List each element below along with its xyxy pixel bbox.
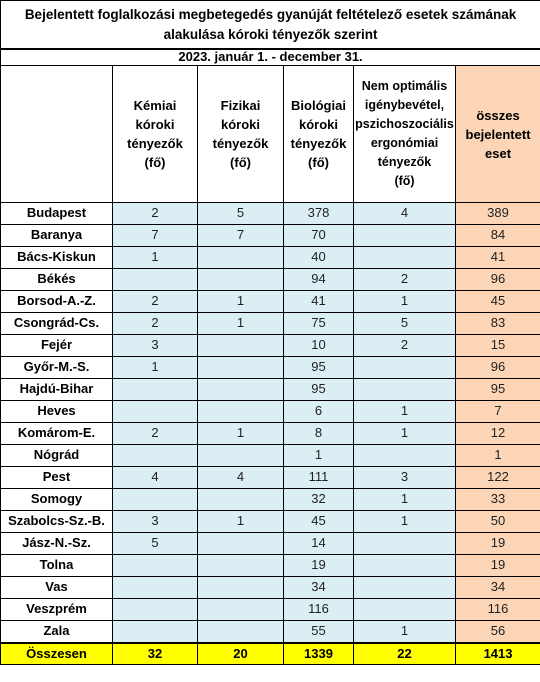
cell-psy: 4 <box>354 203 456 225</box>
cell-total: 19 <box>456 533 540 555</box>
cell-phys <box>198 555 284 577</box>
header-total-line: bejelentett <box>465 126 531 142</box>
cell-psy <box>354 225 456 247</box>
region-name: Zala <box>1 621 113 644</box>
region-name: Veszprém <box>1 599 113 621</box>
cell-psy: 3 <box>354 467 456 489</box>
cell-bio: 45 <box>284 511 354 533</box>
cell-chem <box>113 489 198 511</box>
region-name: Nógrád <box>1 445 113 467</box>
cell-phys <box>198 577 284 599</box>
table-row <box>1 621 540 644</box>
table-row <box>1 467 540 489</box>
region-name: Baranya <box>1 225 113 247</box>
region-name: Szabolcs-Sz.-B. <box>1 511 113 533</box>
table-row <box>1 269 540 291</box>
cell-psy <box>354 555 456 577</box>
cell-psy <box>354 247 456 269</box>
period-label: 2023. január 1. - december 31. <box>1 49 540 66</box>
region-name: Heves <box>1 401 113 423</box>
cell-bio: 34 <box>284 577 354 599</box>
cell-chem <box>113 599 198 621</box>
table-row <box>1 445 540 467</box>
cell-psy: 1 <box>354 511 456 533</box>
cell-chem <box>113 379 198 401</box>
cell-chem: 2 <box>113 203 198 225</box>
region-name: Győr-M.-S. <box>1 357 113 379</box>
sum-psy: 22 <box>354 643 456 665</box>
cell-phys <box>198 445 284 467</box>
cell-bio: 378 <box>284 203 354 225</box>
header-chem-line: Kémiai <box>133 98 177 113</box>
cell-phys: 7 <box>198 225 284 247</box>
region-name: Tolna <box>1 555 113 577</box>
header-psy-line: igénybevétel, <box>364 98 445 112</box>
cell-chem: 2 <box>113 313 198 335</box>
cell-bio: 14 <box>284 533 354 555</box>
cell-phys <box>198 599 284 621</box>
cell-bio: 94 <box>284 269 354 291</box>
cell-total: 56 <box>456 621 540 644</box>
cell-total: 34 <box>456 577 540 599</box>
cell-psy: 1 <box>354 621 456 644</box>
cell-phys <box>198 269 284 291</box>
cell-phys: 5 <box>198 203 284 225</box>
cell-psy: 1 <box>354 401 456 423</box>
cell-phys <box>198 489 284 511</box>
region-name: Csongrád-Cs. <box>1 313 113 335</box>
cell-bio: 6 <box>284 401 354 423</box>
header-bio-line: Biológiai <box>291 98 346 113</box>
cell-bio: 95 <box>284 379 354 401</box>
cell-total: 7 <box>456 401 540 423</box>
cell-bio: 1 <box>284 445 354 467</box>
region-name: Budapest <box>1 203 113 225</box>
cell-bio: 116 <box>284 599 354 621</box>
cell-psy: 1 <box>354 489 456 511</box>
cell-total: 83 <box>456 313 540 335</box>
header-bio-line: (fő) <box>308 155 329 170</box>
header-physical <box>198 66 284 203</box>
cell-psy <box>354 357 456 379</box>
cell-psy <box>354 599 456 621</box>
header-biological <box>284 66 354 203</box>
cell-total: 84 <box>456 225 540 247</box>
region-name: Hajdú-Bihar <box>1 379 113 401</box>
table-row <box>1 379 540 401</box>
header-chem-line: kóroki <box>135 117 175 132</box>
region-name: Bács-Kiskun <box>1 247 113 269</box>
header-psy-line: pszichoszociális <box>355 117 454 131</box>
table-row <box>1 291 540 313</box>
cell-total: 33 <box>456 489 540 511</box>
cell-phys <box>198 379 284 401</box>
header-chemical <box>113 66 198 203</box>
cell-phys: 1 <box>198 313 284 335</box>
table-row <box>1 511 540 533</box>
cell-bio: 111 <box>284 467 354 489</box>
cell-psy: 1 <box>354 423 456 445</box>
table-title <box>1 1 540 50</box>
cell-chem: 3 <box>113 511 198 533</box>
region-name: Komárom-E. <box>1 423 113 445</box>
table-row <box>1 357 540 379</box>
cell-phys <box>198 335 284 357</box>
cell-psy: 2 <box>354 269 456 291</box>
region-name: Pest <box>1 467 113 489</box>
sum-phys: 20 <box>198 643 284 665</box>
cell-total: 122 <box>456 467 540 489</box>
sum-chem: 32 <box>113 643 198 665</box>
cell-total: 12 <box>456 423 540 445</box>
header-psy-line: Nem optimális <box>361 79 448 93</box>
cell-psy <box>354 533 456 555</box>
cell-chem: 5 <box>113 533 198 555</box>
cell-chem: 1 <box>113 247 198 269</box>
header-psy-line: ergonómiai <box>370 136 439 150</box>
table-row <box>1 225 540 247</box>
header-region <box>1 66 113 203</box>
region-name: Borsod-A.-Z. <box>1 291 113 313</box>
header-psy-line: tényezők <box>377 155 432 169</box>
cell-psy: 2 <box>354 335 456 357</box>
cell-total: 41 <box>456 247 540 269</box>
header-phys-line: kóroki <box>220 117 260 132</box>
cell-phys <box>198 621 284 644</box>
cell-total: 50 <box>456 511 540 533</box>
header-psy-line: (fő) <box>394 174 415 188</box>
cell-psy <box>354 577 456 599</box>
cell-chem: 4 <box>113 467 198 489</box>
cell-chem: 1 <box>113 357 198 379</box>
header-total-line: összes <box>476 107 520 123</box>
cell-chem <box>113 445 198 467</box>
header-bio-line: tényezők <box>290 136 347 151</box>
cell-bio: 75 <box>284 313 354 335</box>
cell-chem <box>113 577 198 599</box>
cell-psy <box>354 445 456 467</box>
table-row <box>1 401 540 423</box>
header-chem-line: (fő) <box>144 155 166 170</box>
sum-row <box>1 643 540 665</box>
cell-chem: 3 <box>113 335 198 357</box>
cell-total: 96 <box>456 269 540 291</box>
table-row <box>1 423 540 445</box>
cell-total: 95 <box>456 379 540 401</box>
cell-bio: 8 <box>284 423 354 445</box>
cell-bio: 40 <box>284 247 354 269</box>
cell-phys <box>198 357 284 379</box>
header-total <box>456 66 540 203</box>
header-bio-line: kóroki <box>298 117 338 132</box>
cell-total: 116 <box>456 599 540 621</box>
cell-phys <box>198 401 284 423</box>
title-line-2: alakulása kóroki tényezők szerint <box>163 26 378 42</box>
cell-chem: 2 <box>113 423 198 445</box>
cell-phys <box>198 533 284 555</box>
cell-bio: 19 <box>284 555 354 577</box>
sum-bio: 1339 <box>284 643 354 665</box>
header-phys-line: tényezők <box>212 136 269 151</box>
cell-phys: 4 <box>198 467 284 489</box>
cell-total: 1 <box>456 445 540 467</box>
table-row <box>1 599 540 621</box>
region-name: Jász-N.-Sz. <box>1 533 113 555</box>
table-row <box>1 203 540 225</box>
cell-total: 45 <box>456 291 540 313</box>
table-row <box>1 247 540 269</box>
cell-bio: 41 <box>284 291 354 313</box>
header-total-line: eset <box>485 145 512 161</box>
sum-label: Összesen <box>1 643 113 665</box>
cell-phys: 1 <box>198 511 284 533</box>
cell-bio: 55 <box>284 621 354 644</box>
cell-chem <box>113 621 198 644</box>
cell-bio: 95 <box>284 357 354 379</box>
cell-psy: 1 <box>354 291 456 313</box>
cell-psy: 5 <box>354 313 456 335</box>
cell-chem: 7 <box>113 225 198 247</box>
cell-phys <box>198 247 284 269</box>
header-phys-line: Fizikai <box>220 98 261 113</box>
table-row <box>1 335 540 357</box>
table-row <box>1 577 540 599</box>
cell-chem: 2 <box>113 291 198 313</box>
region-name: Békés <box>1 269 113 291</box>
cell-psy <box>354 379 456 401</box>
header-psychosocial <box>354 66 456 203</box>
cell-total: 389 <box>456 203 540 225</box>
cell-total: 15 <box>456 335 540 357</box>
table-row <box>1 555 540 577</box>
cell-bio: 10 <box>284 335 354 357</box>
table-row <box>1 489 540 511</box>
region-name: Vas <box>1 577 113 599</box>
cell-chem <box>113 269 198 291</box>
table-row <box>1 313 540 335</box>
header-phys-line: (fő) <box>230 155 251 170</box>
cell-phys: 1 <box>198 423 284 445</box>
header-chem-line: tényezők <box>127 136 183 151</box>
sum-total: 1413 <box>456 643 540 665</box>
cell-chem <box>113 401 198 423</box>
cell-phys: 1 <box>198 291 284 313</box>
cell-bio: 32 <box>284 489 354 511</box>
cell-bio: 70 <box>284 225 354 247</box>
table-row <box>1 533 540 555</box>
cell-chem <box>113 555 198 577</box>
cell-total: 19 <box>456 555 540 577</box>
region-name: Somogy <box>1 489 113 511</box>
cell-total: 96 <box>456 357 540 379</box>
title-line-1: Bejelentett foglalkozási megbetegedés gyanúját feltételező esetek számának <box>24 6 517 22</box>
region-name: Fejér <box>1 335 113 357</box>
